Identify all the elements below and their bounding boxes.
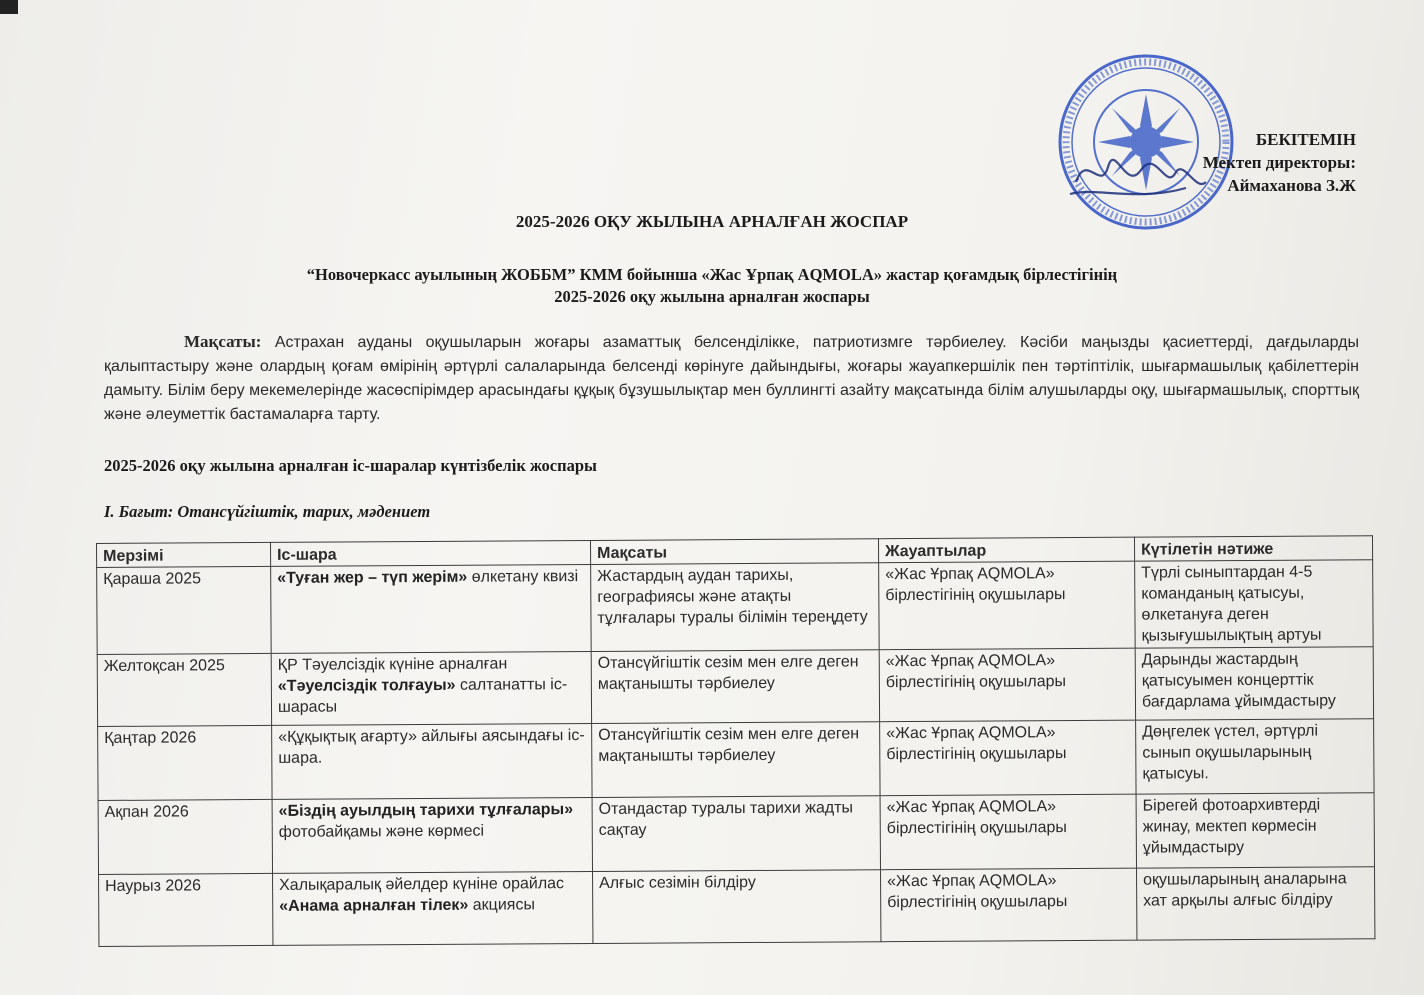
cell-event — [271, 651, 591, 725]
cell-term: Желтоқсан 2025 — [97, 653, 271, 726]
cell-goal: Отандастар туралы тарихи жадты сақтау — [592, 796, 880, 872]
cell-goal: Отансүйгіштік сезім мен елге деген мақтанышты тәрбиелеу — [591, 650, 879, 724]
approval-label: БЕКІТЕМІН — [1255, 130, 1356, 149]
cell-term: Наурыз 2026 — [99, 873, 273, 946]
events-table — [96, 535, 1375, 947]
cell-term: Қаңтар 2026 — [98, 725, 272, 800]
event-text: «Құқықтық ағарту» айлығы аясындағы іс-шара. — [278, 727, 585, 767]
cell-responsible: «Жас Ұрпақ AQMOLA» бірлестігінің оқушылары — [879, 648, 1135, 722]
header-result: Күтілетін нәтиже — [1134, 536, 1372, 561]
subtitle-line-2: 2025-2026 оқу жылына арналған жоспары — [554, 287, 870, 306]
event-title: «Анама арналған тілек» — [279, 896, 469, 915]
cell-event — [272, 797, 592, 873]
cell-result: оқушыларының аналарына хат арқылы алғыс білдіру — [1137, 867, 1375, 940]
event-title: «Біздің ауылдың тарихи тұлғалары» — [278, 801, 574, 820]
event-text: фотобайқамы және көрмесі — [278, 822, 485, 841]
approval-name: Аймаханова З.Ж — [1227, 176, 1356, 195]
cell-result: Бірегей фотоархивтерді жинау, мектеп көрмесін ұйымдастыру — [1136, 793, 1374, 868]
document-title: 2025-2026 ОҚУ ЖЫЛЫНА АРНАЛҒАН ЖОСПАР — [515, 212, 909, 231]
event-title: «Тәуелсіздік толғауы» — [277, 676, 456, 695]
table-row — [99, 867, 1375, 947]
cell-term: Қараша 2025 — [97, 566, 272, 654]
event-text: акциясы — [468, 896, 535, 914]
header-event: Іс-шара — [270, 540, 590, 566]
cell-responsible: «Жас Ұрпақ AQMOLA» бірлестігінің оқушылары — [879, 561, 1136, 650]
cell-event — [273, 871, 593, 945]
header-responsible: Жауаптылар — [878, 537, 1134, 563]
subtitle-line-1: “Новочеркасс ауылының ЖОББМ” КММ бойынша «Жас Ұрпақ AQMOLA» жастар қоғамдық бірлестігінің — [306, 265, 1118, 284]
header-goal: Мақсаты — [590, 539, 878, 565]
header-term: Мерзімі — [97, 542, 271, 567]
page-corner — [0, 0, 18, 14]
approval-position: Мектеп директоры: — [1202, 153, 1356, 172]
cell-goal: Жастардың аудан тарихы, географиясы және атақты тұлғалары туралы білімін тереңдету — [591, 563, 880, 652]
goal-paragraph — [104, 330, 1359, 427]
calendar-heading: 2025-2026 оқу жылына арналған іс-шаралар күнтізбелік жоспары — [104, 456, 597, 475]
event-text: салтанатты іс-шарасы — [277, 676, 568, 716]
cell-event — [272, 723, 592, 799]
approval-block — [1203, 128, 1356, 197]
cell-term: Ақпан 2026 — [98, 799, 272, 874]
event-text: Халықаралық әйелдер күніне орайлас — [279, 875, 565, 894]
cell-result: Дөңгелек үстел, әртүрлі сынып оқушыларының қатысуы. — [1136, 719, 1374, 794]
cell-goal: Отансүйгіштік сезім мен елге деген мақтанышты тәрбиелеу — [592, 722, 880, 798]
cell-result: Түрлі сыныптардан 4-5 команданың қатысуы, өлкетануға деген қызығушылықтың артуы — [1135, 560, 1374, 648]
cell-responsible: «Жас Ұрпақ AQMOLA» бірлестігінің оқушылары — [881, 868, 1137, 942]
cell-goal: Алғыс сезімін білдіру — [593, 870, 881, 944]
event-text: өлкетану квизі — [467, 568, 579, 586]
cell-responsible: «Жас Ұрпақ AQMOLA» бірлестігінің оқушылары — [880, 720, 1136, 796]
table-row — [98, 719, 1374, 801]
cell-result: Дарынды жастардың қатысуымен концерттік бағдарлама ұйымдастыру — [1135, 647, 1373, 720]
document-subtitle — [0, 264, 1424, 308]
table-row — [97, 560, 1374, 655]
cell-responsible: «Жас Ұрпақ AQMOLA» бірлестігінің оқушылары — [880, 794, 1136, 870]
section-heading: I. Бағыт: Отансүйгіштік, тарих, мәдениет — [104, 502, 431, 521]
goal-text: Астрахан ауданы оқушыларын жоғары азаматтық белсенділікке, патриотизмге тәрбиелеу. Кәсіби маңызды қасиеттерді, дағдыларды қалыптастыру және олардың қоғам өмірінің әртүрлі салаларында белсенді көрінуге дайындығы, жоғары жауапкершілік пен тәртіптілік, шығармашылық қабілеттерін дамыту. Білім беру мекемелерінде жасөспірімдер арасындағы құқық бұзушылықтар мен буллингті азайту мақсатында білім алушыларды оқу, шығармашылық, спорттық және әлеуметтік бастамаларға тарту. — [104, 334, 1359, 423]
event-text: ҚР Тәуелсіздік күніне арналған — [277, 655, 508, 674]
table-row — [97, 647, 1373, 727]
goal-label: Мақсаты: — [184, 332, 262, 351]
cell-event — [271, 564, 592, 653]
event-title: «Туған жер – түп жерім» — [277, 568, 468, 587]
table-row — [98, 793, 1374, 875]
